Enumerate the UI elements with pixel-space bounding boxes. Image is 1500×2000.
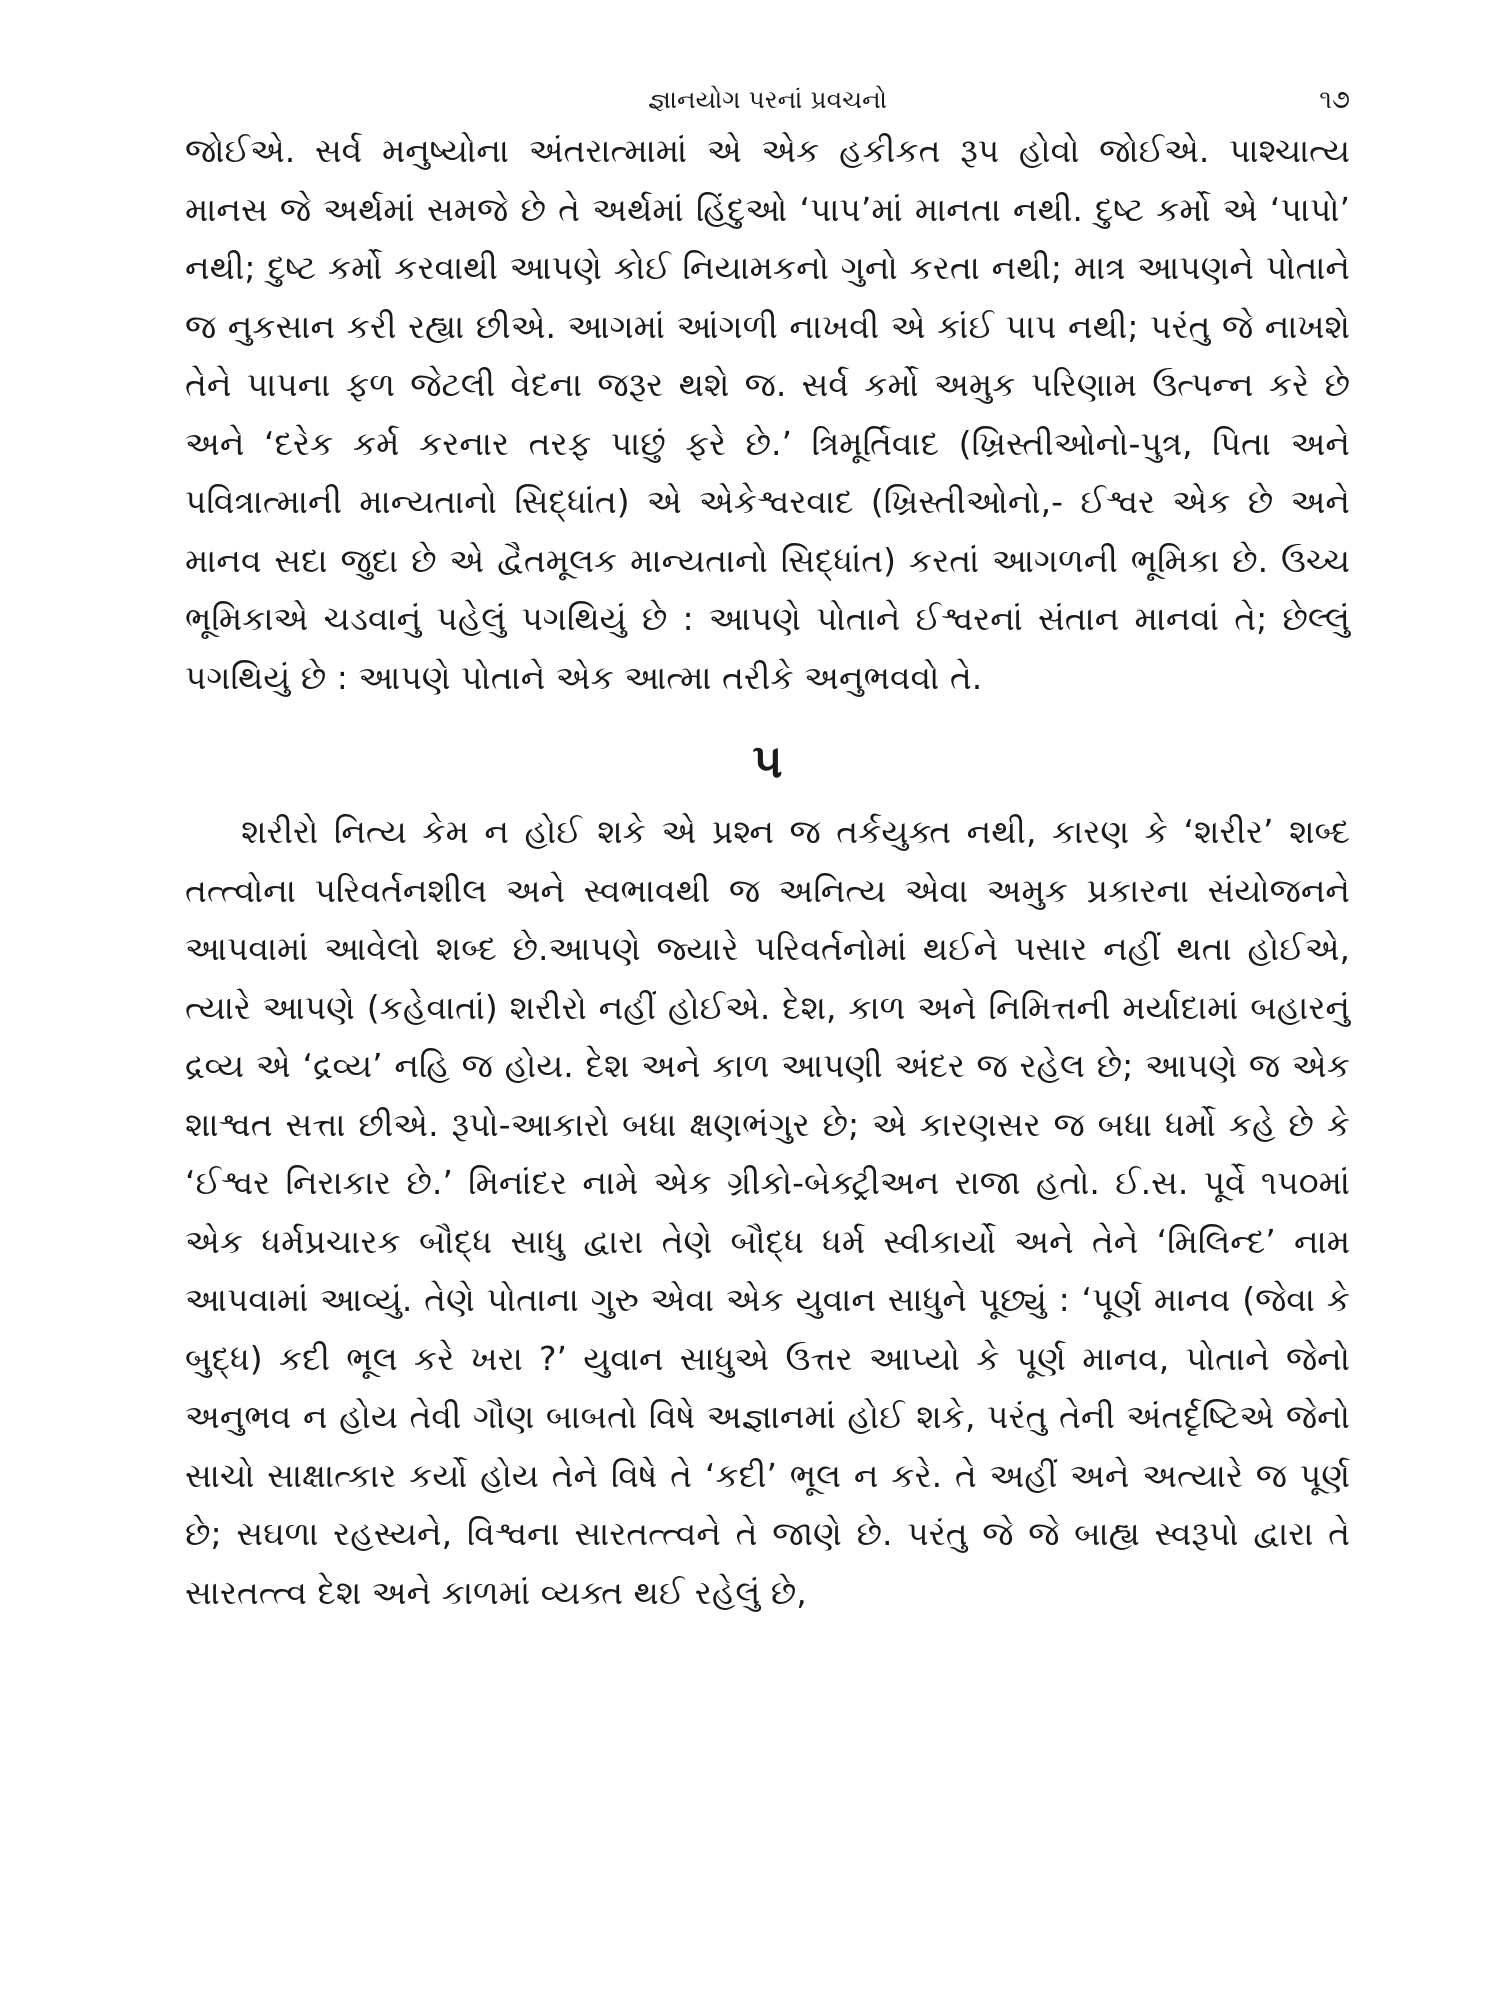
page-number: ૧૭ (1319, 85, 1350, 115)
continued-paragraph: જોઈએ. સર્વ મનુષ્યોના અંતરાત્મામાં એ એક હકીકત રૂપ હોવો જોઈએ. પાશ્ચાત્ય માનસ જે અર્થમાં સમજે છે તે અર્થમાં હિંદુઓ ‘પાપ’માં માનતા નથી. દુષ્ટ કર્મો એ ‘પાપો’ નથી; દુષ્ટ કર્મો કરવાથી આપણે કોઈ નિયામકનો ગુનો કરતા નથી; માત્ર આપણને પોતાને જ નુકસાન કરી રહ્યા છીએ. આગમાં આંગળી નાખવી એ કાંઈ પાપ નથી; પરંતુ જે નાખશે તેને પાપના ફળ જેટલી વેદના જરૂર થશે જ. સર્વ કર્મો અમુક પરિણામ ઉત્પન્ન કરે છે અને ‘દરેક કર્મ કરનાર તરફ પાછું ફરે છે.’ ત્રિમૂર્તિવાદ (ખ્રિસ્તીઓનો-પુત્ર, પિતા અને પવિત્રાત્માની માન્યતાનો સિદ્ધાંત) એ એકેશ્વરવાદ (ખ્રિસ્તીઓનો,- ઈશ્વર એક છે અને માનવ સદા જુદા છે એ દ્વૈતમૂલક માન્યતાનો સિદ્ધાંત) કરતાં આગળની ભૂમિકા છે. ઉચ્ચ ભૂમિકાએ ચડવાનું પહેલું પગથિયું છે : આપણે પોતાને ઈશ્વરનાં સંતાન માનવાં તે; છેલ્લું પગથિયું છે : આપણે પોતાને એક આત્મા તરીકે અનુભવવો તે. (185, 131, 1350, 697)
running-header (185, 78, 1350, 122)
section-number: ૫ (752, 734, 783, 788)
running-title: જ્ઞાનયોગ પરનાં પ્રવચનો (647, 85, 888, 114)
section-paragraph: શરીરો નિત્ય કેમ ન હોઈ શકે એ પ્રશ્ન જ તર્કયુક્ત નથી, કારણ કે ‘શરીર’ શબ્દ તત્ત્વોના પરિવર્તનશીલ અને સ્વભાવથી જ અનિત્ય એવા અમુક પ્રકારના સંયોજનને આપવામાં આવેલો શબ્દ છે.આપણે જ્યારે પરિવર્તનોમાં થઈને પસાર નહીં થતા હોઈએ, ત્યારે આપણે (કહેવાતાં) શરીરો નહીં હોઈએ. દેશ, કાળ અને નિમિત્તની મર્યાદામાં બહારનું દ્રવ્ય એ ‘દ્રવ્ય’ નહિ જ હોય. દેશ અને કાળ આપણી અંદર જ રહેલ છે; આપણે જ એક શાશ્વત સત્તા છીએ. રૂપો-આકારો બધા ક્ષણભંગુર છે; એ કારણસર જ બધા ધર્મો કહે છે કે ‘ઈશ્વર નિરાકાર છે.’ મિનાંદર નામે એક ગ્રીકો-બેક્ટ્રીઅન રાજા હતો. ઈ.સ. પૂર્વે ૧૫૦માં એક ધર્મપ્રચારક બૌદ્ધ સાધુ દ્વારા તેણે બૌદ્ધ ધર્મ સ્વીકાર્યો અને તેને ‘મિલિન્દ’ નામ આપવામાં આવ્યું. તેણે પોતાના ગુરુ એવા એક યુવાન સાધુને પૂછ્યું : ‘પૂર્ણ માનવ (જેવા કે બુદ્ધ) કદી ભૂલ કરે ખરા ?’ યુવાન સાધુએ ઉત્તર આપ્યો કે પૂર્ણ માનવ, પોતાને જેનો અનુભવ ન હોય તેવી ગૌણ બાબતો વિષે અજ્ઞાનમાં હોઈ શકે, પરંતુ તેની અંતર્દૃષ્ટિએ જેનો સાચો સાક્ષાત્કાર કર્યો હોય તેને વિષે તે ‘કદી’ ભૂલ ન કરે. તે અહીં અને અત્યારે જ પૂર્ણ છે; સઘળા રહસ્યને, વિશ્વના સારતત્ત્વને તે જાણે છે. પરંતુ જે જે બાહ્ય સ્વરૂપો દ્વારા તે સારતત્ત્વ દેશ અને કાળમાં વ્યક્ત થઈ રહેલું છે, (185, 812, 1350, 1612)
